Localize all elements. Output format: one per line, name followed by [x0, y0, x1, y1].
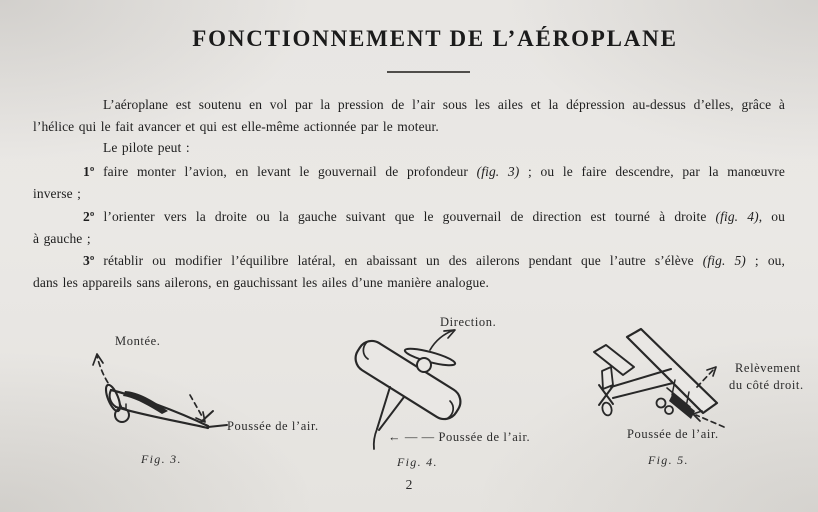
- page-number: 2: [405, 477, 413, 492]
- pilot-lead-paragraph: [33, 137, 785, 159]
- fig4-rudder: [374, 429, 377, 449]
- fig4-direction-arrow: [430, 330, 454, 350]
- fig5-label-relevement-line1: Relèvement: [735, 361, 801, 375]
- fig3-label-poussee: Poussée de l’air.: [227, 419, 319, 433]
- fig4-label-direction: Direction.: [440, 315, 497, 329]
- item-1-line-1: [33, 161, 785, 183]
- pilot-lead-line: Le pilote peut :: [103, 140, 190, 155]
- numbered-item-1: [33, 161, 785, 205]
- fig3-caption: Fig. 3.: [141, 452, 182, 466]
- fig4-propeller-hub: [417, 358, 431, 372]
- fig5-tail-fin: [602, 367, 613, 389]
- item-3-number: 3º: [83, 253, 95, 268]
- page-title-text: FONCTIONNEMENT DE L’AÉROPLANE: [192, 26, 678, 51]
- intro-line-1: L’aéroplane est soutenu en vol par la pression de l’air sous les ailes et la dépression au-dessus d’elles, grâce à: [103, 97, 785, 112]
- page-title: [0, 26, 818, 52]
- fig3-thrust-arrow: [190, 395, 203, 418]
- fig5-tail-wheel: [601, 402, 613, 417]
- item-2-text-after: , ou: [758, 209, 786, 224]
- item-2-figure-ref: (fig. 4): [715, 209, 759, 224]
- item-2-number: 2º: [83, 209, 95, 224]
- fig5-label-poussee: Poussée de l’air.: [627, 427, 719, 441]
- item-3-line-1: [33, 250, 785, 272]
- fig5-caption: Fig. 5.: [648, 453, 689, 467]
- intro-line-2: l’hélice qui le fait avancer et qui est elle-même actionnée par le moteur.: [33, 119, 439, 134]
- fig5-left-wing: [594, 345, 634, 375]
- item-2-line-2: à gauche ;: [33, 231, 91, 246]
- intro-paragraph: [33, 94, 785, 138]
- item-1-line-2: inverse ;: [33, 186, 82, 201]
- fig3-wheel: [115, 408, 129, 422]
- fig3-airplane-drawing: [80, 346, 240, 438]
- numbered-item-3: [33, 250, 785, 294]
- item-3-text: rétablir ou modifier l’équilibre latéral, en abaissant un des ailerons pendant que l’autre s’élève: [94, 253, 703, 268]
- fig3-tail-stabilizer: [208, 425, 227, 427]
- fig5-wheel-right: [665, 406, 673, 414]
- fig4-caption: Fig. 4.: [397, 455, 438, 469]
- item-1-text-after: ; ou le faire descendre, par la manœuvre: [519, 164, 785, 179]
- item-1-figure-ref: (fig. 3): [476, 164, 520, 179]
- fig4-label-poussee: ← — — Poussée de l’air.: [388, 430, 531, 444]
- item-2-line-1: [33, 206, 785, 228]
- fig5-label-relevement-line2: du côté droit.: [729, 378, 804, 392]
- item-3-figure-ref: (fig. 5): [702, 253, 746, 268]
- item-3-line-2: dans les appareils sans ailerons, en gauchissant les ailes d’une manière analogue.: [33, 275, 489, 290]
- title-rule: [387, 71, 470, 73]
- item-3-text-after: ; ou,: [745, 253, 785, 268]
- item-2-text: l’orienter vers la droite ou la gauche suivant que le gouvernail de direction est tourné à droite: [94, 209, 716, 224]
- fig5-lift-arrow: [697, 368, 715, 387]
- item-1-number: 1º: [83, 164, 95, 179]
- numbered-item-2: [33, 206, 785, 250]
- item-1-text: faire monter l’avion, en levant le gouvernail de profondeur: [94, 164, 477, 179]
- fig5-wheel-left: [657, 399, 666, 408]
- fig3-label-montee: Montée.: [115, 334, 161, 348]
- fig3-climb-arrowhead: [93, 354, 103, 365]
